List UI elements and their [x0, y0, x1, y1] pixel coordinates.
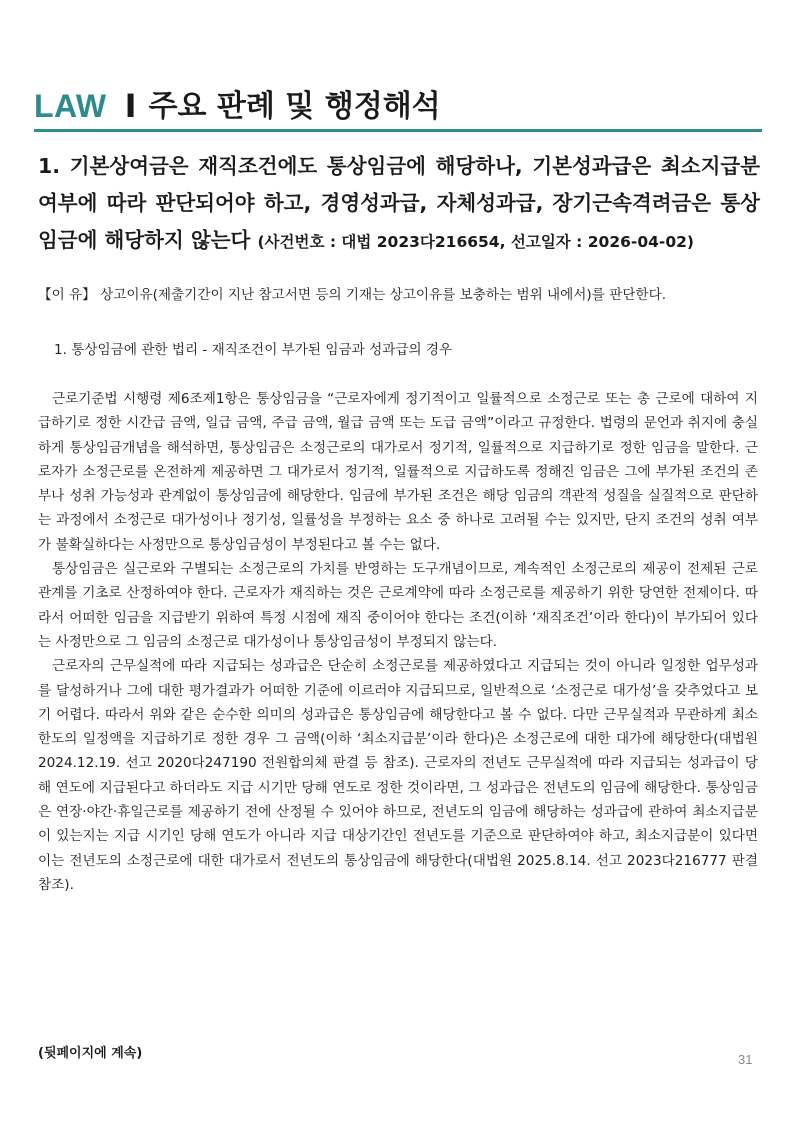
- continue-note: (뒷페이지에 계속): [38, 1046, 143, 1061]
- paragraph-1: 근로기준법 시행령 제6조제1항은 통상임금을 “근로자에게 정기적이고 일률적으로 소정근로 또는 총 근로에 대하여 지급하기로 정한 시간급 금액, 일급 금액, 주급 금액, 월급 금액 또는 도급 금액”이라고 규정한다. 법령의 문언과 취지에 충실하게 통상임금개념을 해석하면, 통상임금은 소정근로의 대가로서 정기적, 일률적으로 지급하기로 정한 임금을 말한다. 근로자가 소정근로를 온전하게 제공하면 그 대가로서 정기적, 일률적으로 지급하도록 정해진 임금은 그에 부가된 조건의 존부나 성취 가능성과 관계없이 통상임금에 해당한다. 임금에 부가된 조건은 해당 임금의 객관적 성질을 실질적으로 판단하는 과정에서 소정근로 대가성이나 정기성, 일률성을 부정하는 요소 중 하나로 고려될 수는 있지만, 단지 조건의 성취 여부가 불확실하다는 사정만으로 통상임금성이 부정된다고 볼 수는 없다.: [38, 391, 758, 553]
- reason-line: 【이 유】 상고이유(제출기간이 지난 참고서면 등의 기재는 상고이유를 보충하는 범위 내에서)를 판단한다.: [38, 287, 667, 303]
- paragraph-3: 근로자의 근무실적에 따라 지급되는 성과급은 단순히 소정근로를 제공하였다고 지급되는 것이 아니라 일정한 업무성과를 달성하거나 그에 대한 평가결과가 어떠한 기준에 이르러야 지급되므로, 일반적으로 ‘소정근로 대가성’을 갖추었다고 보기 어렵다. 따라서 위와 같은 순수한 의미의 성과급은 통상임금에 해당한다고 볼 수 없다. 다만 근무실적과 무관하게 최소한도의 일정액을 지급하기로 정한 경우 그 금액(이하 ‘최소지급분’이라 한다)은 소정근로에 대한 대가에 해당한다(대법원 2024.12.19. 선고 2020다247190 전원합의체 판결 등 참조). 근로자의 전년도 근무실적에 따라 지급되는 성과급이 당해 연도에 지급된다고 하더라도 지급 시기만 당해 연도로 정한 것이라면, 그 성과급은 전년도의 임금에 해당한다. 통상임금은 연장·야간·휴일근로를 제공하기 전에 산정될 수 있어야 하므로, 전년도의 임금에 해당하는 성과급에 관하여 최소지급분이 있는지는 지급 시기인 당해 연도가 아니라 지급 대상기간인 전년도를 기준으로 판단하여야 하고, 최소지급분이 있다면 이는 전년도의 소정근로에 대한 대가로서 전년도의 통상임금에 해당한다(대법원 2025.8.14. 선고 2023다216777 판결 참조).: [38, 658, 758, 893]
- subheading: 1. 통상임금에 관한 법리 - 재직조건이 부가된 임금과 성과급의 경우: [54, 342, 453, 358]
- body-text: [38, 387, 758, 897]
- section-label: LAW: [34, 88, 107, 124]
- section-title: 주요 판례 및 행정해석: [148, 89, 441, 124]
- case-meta: (사건번호 : 대법 2023다216654, 선고일자 : 2026-04-02): [257, 233, 694, 251]
- paragraph-2: 통상임금은 실근로와 구별되는 소정근로의 가치를 반영하는 도구개념이므로, 계속적인 소정근로의 제공이 전제된 근로관계를 기초로 산정하여야 한다. 근로자가 재직하는 것은 근로계약에 따라 소정근로를 제공하기 위한 당연한 전제이다. 따라서 어떠한 임금을 지급받기 위하여 특정 시점에 재직 중이어야 한다는 조건(이하 ‘재직조건’이라 한다)이 부가되어 있다는 사정만으로 그 임금의 소정근로 대가성이나 통상임금성이 부정되지 않는다.: [38, 561, 758, 650]
- page-number: 31: [738, 1052, 753, 1067]
- header-separator: I: [124, 87, 137, 125]
- case-title: [38, 148, 760, 261]
- section-header: [34, 88, 762, 132]
- case-title-text: 1. 기본상여금은 재직조건에도 통상임금에 해당하나, 기본성과급은 최소지급분 여부에 따라 판단되어야 하고, 경영성과급, 자체성과급, 장기근속격려금은 통상임금에 해당하지 않는다: [38, 154, 760, 252]
